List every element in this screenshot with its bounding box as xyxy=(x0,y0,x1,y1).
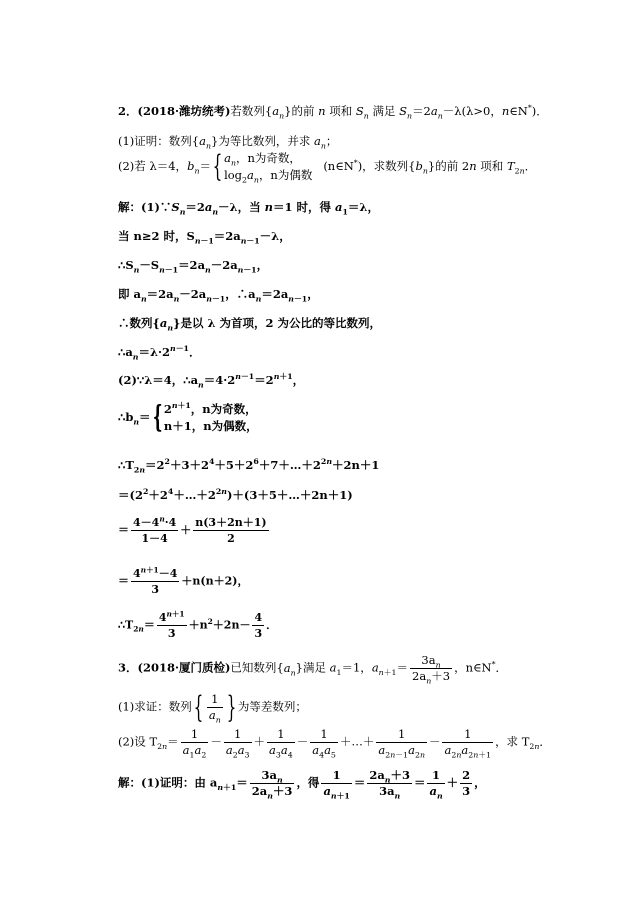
solution2-line11: ＝ $\frac{4-4^n\cdot 4}{1-4}$ ＋ $\frac{n(3+2n+1)}{2}$ xyxy=(118,514,267,545)
solution2-line9: $\therefore T_{2n}=2^2+3+2^4+5+2^6+7+\dots+2^{2n}+2n+1$ xyxy=(118,457,380,475)
problem3-part2: (2)设 $T_{2n}=$ $\frac{1}{a_1a_2}$ － $\frac{1}{a_2a_3}$ ＋ $\frac{1}{a_3a_4}$ － $\frac{1}{a_4a_5}$ ＋…＋ $\frac{1}{a_{2n-1}a_{2n}}$ － $\frac{1}{a_{2n}a_{2n+1}}$ ，求 $T_{2n}$． xyxy=(118,727,551,760)
fraction: $\frac{3a_n}{2a_n+3}$ xyxy=(412,653,451,686)
fraction: $\frac{4^{n+1}-4}{3}$ xyxy=(133,565,178,596)
solution2-line5: ∴数列$\{a_n\}$是以 λ 为首项，2 为公比的等比数列， xyxy=(118,316,382,333)
solution2-line13: $\therefore T_{2n}=$ $\frac{4^{n+1}}{3}$ $+n^2+2n-$ $\frac{4}{3}$ ． xyxy=(118,609,278,640)
fraction: $\frac{2a_n+3}{3a_n}$ xyxy=(369,768,410,801)
fraction: $\frac{1}{a_{n+1}}$ xyxy=(323,768,350,801)
problem2-part2: (2)若 λ＝4，$b_n=${ $a_n$，n为奇数， $\log_2a_n$，n为偶数 (n∈N*)，求数列$\{b_n\}$的前 2n 项和 $T_{2n}$． xyxy=(118,149,537,185)
solution2-line10: $=(2^2+2^4+\dots+2^{2n})+(3+5+\dots+2n+1)$ xyxy=(118,487,353,502)
problem3-part1: (1)求证：数列{ $\frac{1}{a_n}$ } 为等差数列； xyxy=(118,689,307,725)
solution2-line3: $\therefore S_n-S_{n-1}=2a_n-2a_{n-1}$， xyxy=(118,258,269,275)
solution2-line7: (2)∵λ＝4，$\therefore a_n=4\cdot 2^{n-1}=2^{n+1}$， xyxy=(118,372,305,390)
fraction: $\frac{1}{a_{2n}a_{2n+1}}$ xyxy=(444,727,492,760)
fraction: $\frac{1}{a_2a_3}$ xyxy=(225,727,250,760)
solution2-line4: 即 $a_n=2a_n-2a_{n-1}$，$\therefore a_n=2a_{n-1}$， xyxy=(118,287,319,304)
fraction: $\frac{1}{a_4a_5}$ xyxy=(312,727,336,760)
solution2-line2: 当 n≥2 时，$S_{n-1}=2a_{n-1}-\lambda$， xyxy=(118,229,291,246)
fraction: $\frac{3a_n}{2a_n+3}$ xyxy=(251,768,293,801)
solution2-line1: 解：$(1)\because S_n=2a_n-\lambda$，当 n＝1 时，得 $a_1=\lambda$， xyxy=(118,200,379,217)
fraction: $\frac{4-4^n\cdot 4}{1-4}$ xyxy=(133,514,177,545)
solution2-line12: ＝ $\frac{4^{n+1}-4}{3}$ ＋n(n＋2)， xyxy=(118,565,249,596)
problem2-part1: (1)证明：数列$\{a_n\}$为等比数列，并求 $a_n$； xyxy=(118,134,338,151)
fraction: $\frac{1}{a_n}$ xyxy=(208,692,221,725)
fraction: $\frac{4}{3}$ xyxy=(254,611,263,640)
fraction: $\frac{1}{a_n}$ xyxy=(429,768,443,801)
solution2-line8: $\therefore b_n=${ $2^{n+1}$，n为奇数， n＋1，n为偶数， xyxy=(118,400,258,435)
solution2-line6: $\therefore a_n=\lambda\cdot 2^{n-1}$． xyxy=(118,344,201,362)
problem3-stem: 3．(2018·厦门质检)已知数列$\{a_n\}$满足 $a_1=1$，$a_{n+1}=$ $\frac{3a_n}{2a_n+3}$ ，n∈N*． xyxy=(118,653,507,686)
fraction: $\frac{1}{a_1a_2}$ xyxy=(182,727,207,760)
fraction: $\frac{2}{3}$ xyxy=(462,768,471,798)
problem2-stem: 2．(2018·潍坊统考)若数列$\{a_n\}$的前 n 项和 $S_n$ 满足 $S_n=2a_n-\lambda(\lambda>0$，n∈N*)． xyxy=(118,103,548,121)
fraction: $\frac{1}{a_3a_4}$ xyxy=(269,727,293,760)
fraction: $\frac{1}{a_{2n-1}a_{2n}}$ xyxy=(378,727,425,760)
fraction: $\frac{4^{n+1}}{3}$ xyxy=(158,609,185,640)
fraction: $\frac{n(3+2n+1)}{2}$ xyxy=(195,516,267,545)
solution3-line1: 解：(1)证明：由 $a_{n+1}=$ $\frac{3a_n}{2a_n+3}$ ，得 $\frac{1}{a_{n+1}}$ ＝ $\frac{2a_n+3}{3a_n}$ ＝ $\frac{1}{a_n}$ ＋ $\frac{2}{3}$ ， xyxy=(118,768,486,801)
